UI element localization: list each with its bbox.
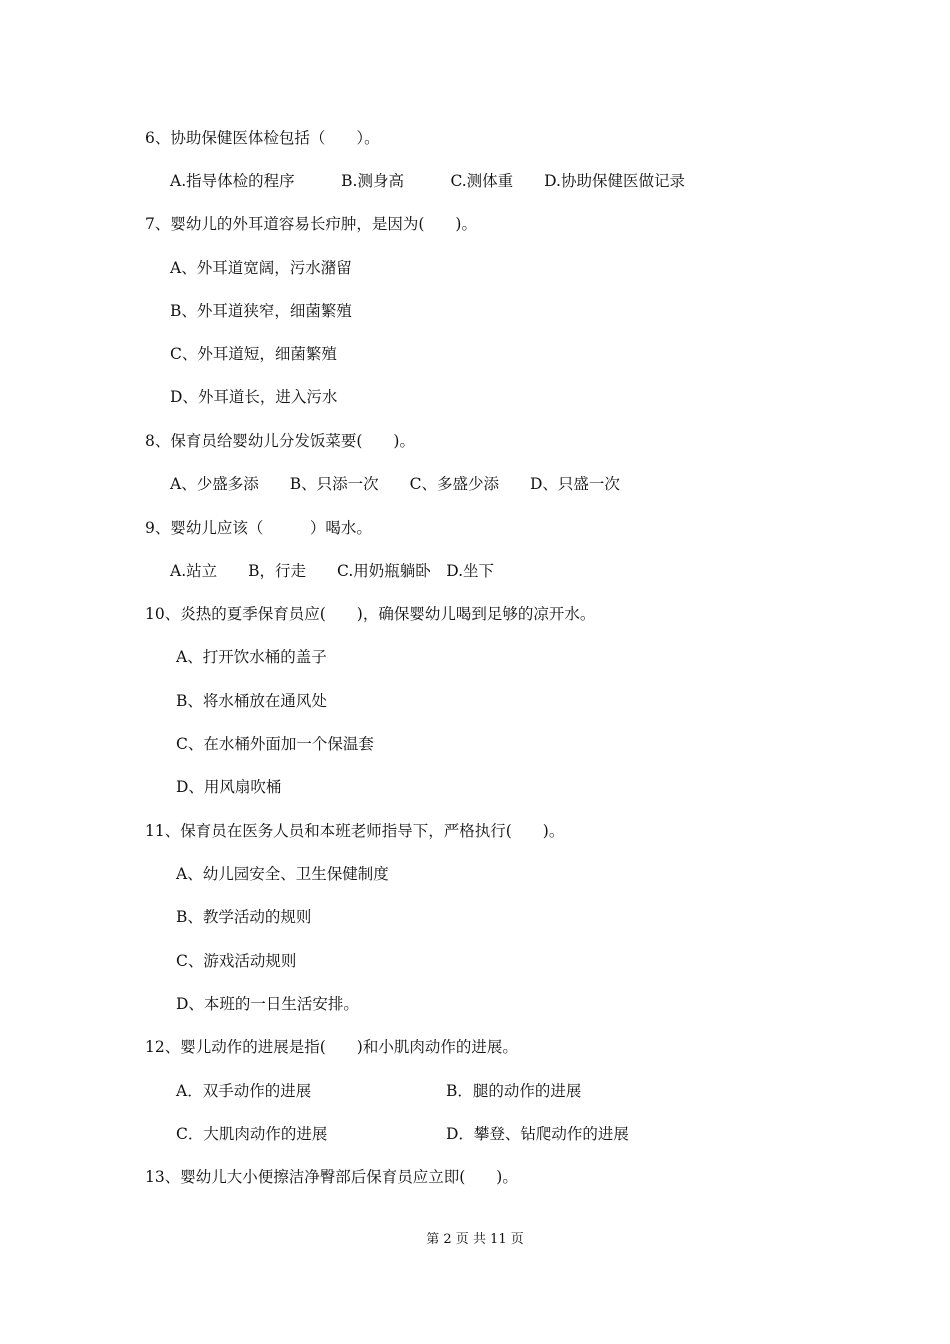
- question-6-options: A.指导体检的程序 B.测身高 C.测体重 D.协助保健医做记录: [170, 172, 685, 190]
- question-6: 6、协助保健医体检包括（ ）。: [145, 129, 380, 147]
- question-11-option-b: B、教学活动的规则: [176, 908, 312, 926]
- question-12-option-b: B．腿的动作的进展: [446, 1082, 582, 1100]
- question-12-option-d: D．攀登、钻爬动作的进展: [446, 1125, 629, 1143]
- question-10-option-c: C、在水桶外面加一个保温套: [176, 735, 374, 753]
- question-12: 12、婴儿动作的进展是指( )和小肌肉动作的进展。: [145, 1038, 518, 1056]
- question-10-option-d: D、用风扇吹桶: [176, 778, 282, 796]
- question-8-options: A、少盛多添 B、只添一次 C、多盛少添 D、只盛一次: [170, 475, 620, 493]
- question-11: 11、保育员在医务人员和本班老师指导下，严格执行( )。: [145, 822, 565, 840]
- question-7-option-d: D、外耳道长，进入污水: [170, 388, 338, 406]
- question-9: 9、婴幼儿应该（ ）喝水。: [145, 519, 372, 537]
- question-12-option-c: C．大肌肉动作的进展: [176, 1125, 328, 1143]
- question-9-options: A.站立 B，行走 C.用奶瓶躺卧 D.坐下: [170, 562, 495, 580]
- question-7: 7、婴幼儿的外耳道容易长疖肿，是因为( )。: [145, 215, 477, 233]
- question-11-option-d: D、本班的一日生活安排。: [176, 995, 359, 1013]
- question-7-option-b: B、外耳道狭窄，细菌繁殖: [170, 302, 352, 320]
- question-10-option-a: A、打开饮水桶的盖子: [176, 648, 327, 666]
- page-footer: 第 2 页 共 11 页: [426, 1232, 524, 1247]
- question-11-option-c: C、游戏活动规则: [176, 952, 297, 970]
- question-11-option-a: A、幼儿园安全、卫生保健制度: [176, 865, 389, 883]
- question-12-option-a: A．双手动作的进展: [176, 1082, 312, 1100]
- question-13: 13、婴幼儿大小便擦洁净臀部后保育员应立即( )。: [145, 1168, 518, 1186]
- question-8: 8、保育员给婴幼儿分发饭菜要( )。: [145, 432, 415, 450]
- question-10-option-b: B、将水桶放在通风处: [176, 692, 327, 710]
- question-7-option-a: A、外耳道宽阔，污水潴留: [170, 259, 352, 277]
- question-10: 10、炎热的夏季保育员应( )，确保婴幼儿喝到足够的凉开水。: [145, 605, 596, 623]
- question-7-option-c: C、外耳道短，细菌繁殖: [170, 345, 337, 363]
